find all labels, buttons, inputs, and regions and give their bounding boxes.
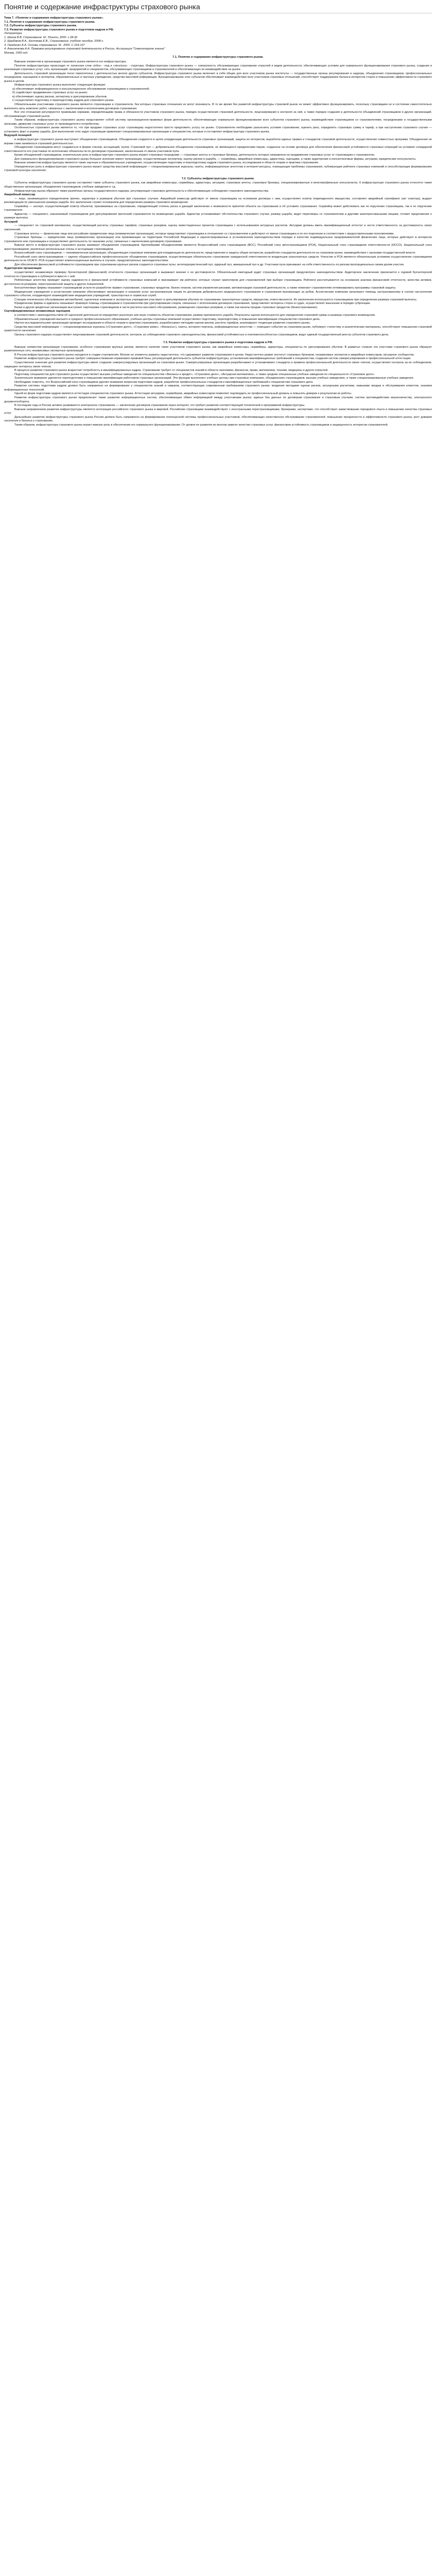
italic-line: Москва, 1993 год. (4, 51, 28, 55)
paragraph: Российский союз автостраховщиков — единое общероссийское профессиональное объединение страховщиков, осуществляющих обязательное страхование гражданской ответственности владельцев транспортных средств. Членство в РСА является обязательным условием осуществления страховщиком деятельности по ОСАГО. РСА осуществляет компенсационные выплаты в случаях, предусмотренных законодательством. (4, 255, 432, 263)
paragraph: Инфраструктура страхового рынка выполняет следующие функции: (14, 83, 106, 87)
paragraph: Одной из форм подготовки кадров является аттестация специалистов страхового рынка. Аттестация актуариев, сюрвейеров, аварийных комиссаров позволяет подтвердить их профессиональный уровень и повысить доверие к результатам их работы. (14, 392, 352, 396)
paragraph: — лицо, занимающееся определением причин, характера и размеров убытков при страховых случаях. Аварийный комиссар действует от имени страховщика на основании договора с ним, осуществляет осмотр поврежденного имущества, составляет аварийный сертификат (акт осмотра), выдает рекомендации по уменьшению размера ущерба. Его заключение служит основанием для определения размера страхового возмещения. (4, 197, 432, 205)
paragraph: Для нормального функционирования страхового рынка большое значение имеют организации, осуществляющие экспертизу, оценку рисков и ущерба, — сюрвейеры, аварийные комиссары, аджастеры, оценщики, а также аудиторские и консалтинговые фирмы, актуарии, юридические консультанты. (14, 157, 416, 161)
paragraph: Страховые брокеры — юридические лица (коммерческие организации) или проживающие на территории Российской Федерации и зарегистрированные в установленном законодательством порядке в качестве индивидуальных предпринимателей физические лица, которые действуют в интересах страхователя или страховщика и осуществляют деятельность по оказанию услуг, связанных с заключением договоров страхования. (4, 236, 432, 243)
paragraph: Средства массовой информации — специализированные журналы («Страховое дело», «Страховое ревю», «Финансы»), газеты, интернет-порталы, информационные агентства — освещают события на страховом рынке, публикуют статистику и аналитические материалы, способствуют повышению страховой грамотности населения. (4, 325, 432, 333)
paragraph: в соответствии с законодательством об оценочной деятельности определяют рыночную или иную стоимость объектов страхования, размер причиненного ущерба. Результаты оценки используются для определения страховой суммы и размера страхового возмещения. (14, 314, 376, 317)
paragraph: В процессе развития страхового рынка возрастает потребность в квалифицированных кадрах. Страхование требует от специалистов знаний в области экономики, финансов, права, математики, техники, медицины и других отраслей. (14, 369, 328, 372)
paragraph: Определенную роль в инфраструктуре страхового рынка играют средства массовой информации — специализированные журналы, газеты, информационные агентства и интернет-ресурсы, освещающие проблемы страхования, публикующие рейтинги страховых компаний и способствующие формированию страховой культуры населения. (4, 165, 432, 173)
paragraph: Научно-исследовательские организации проводят исследования в области теории и практики страхования, разрабатывают методики оценки рисков, расчета тарифов, анализируют тенденции развития страхового рынка. (14, 321, 310, 325)
document (0, 0, 436, 431)
paragraph: Особенностью страхового рынка является то, что при продаже страховых услуг страховщику недостаточно просто предложить услугу на рынке. Страхователю необходимо разъяснить условия страхования, оценить риск, определить страховую сумму и тариф, а при наступлении страхового случая — установить факт и размер ущерба. Для выполнения этих задач страховщик привлекает специализированные организации и специалистов, которые и составляют инфраструктуру страхового рынка. (4, 126, 432, 133)
italic-line: 2. Щербаков В.А., Костяева Е.В., Страхование: учебное пособие. 2008 г. (4, 40, 104, 43)
section-heading: 7.2. Субъекты инфраструктуры страхового рынка. (181, 177, 255, 180)
paragraph: Образовательные учреждения высшего и среднего профессионального образования, учебные центры страховых компаний осуществляют подготовку, переподготовку и повышение квалификации специалистов страхового дела. (14, 317, 321, 321)
paragraph: Развитие инфраструктуры страхового рынка предполагает также развитие информационных систем, обеспечивающих обмен информацией между участниками рынка: единых баз данных по договорам страхования и страховым случаям, систем противодействия мошенничеству, электронного документооборота. (4, 396, 432, 403)
paragraph: Важное место в инфраструктуре страхового рынка занимают объединения страховщиков. Крупнейшими объединениями являются Всероссийский союз страховщиков (ВСС), Российский союз автостраховщиков (РСА), Национальный союз страховщиков ответственности (НССО), Национальный союз агростраховщиков, различные региональные союзы и ассоциации страховщиков. (4, 244, 432, 251)
spacer (4, 337, 432, 340)
paragraph: Важным элементом инфраструктуры являются также научные и образовательные учреждения, осуществляющие подготовку и переподготовку кадров страхового рынка, исследования в области теории и практики страхования. (14, 161, 319, 165)
italic-line: 1. Шахов В.В. Страхование. М.: Юнити, 2000. с.28-32 (4, 36, 78, 39)
paragraph: В последние годы в России активно развивается электронное страхование — заключение договоров страхования через интернет, что требует развития соответствующей технической и программной инфраструктуры. (14, 404, 305, 408)
paragraph: в инфраструктуре страхового рынка выступают объединения страховщиков. Объединения создаются в целях координации деятельности страховых организаций, защиты их интересов, выработки единых правил и стандартов страховой деятельности, осуществления совместных программ. Объединения не вправе сами заниматься страховой деятельностью. (4, 138, 432, 145)
paragraph: Значительное внимание уделяется переподготовке и повышению квалификации работников страховых организаций. Эти функции выполняют учебные центры при страховых компаниях, объединениях страховщиков, высших учебных заведениях, а также специализированные учебные заведения. (14, 377, 414, 380)
bold-line: Аварийный комиссар (4, 193, 36, 197)
bold-line: Актуарий (4, 220, 18, 224)
bold-line: 7.3. Развитие инфраструктуры страхового рынка и подготовка кадров в РФ. (4, 28, 114, 31)
list-item: а) обеспечивает информационное и консультационное обслуживание страховщиков и страхователей; (12, 87, 150, 91)
paragraph: Медицинские учреждения и ассистанские компании обеспечивают организацию и оказание услуг застрахованным лицам по договорам добровольного медицинского страхования и страхования выезжающих за рубеж. Ассистанские компании организуют помощь застрахованному в случае наступления страхового события, координируют взаимодействие медицинских учреждений, транспортных и сервисных служб. (4, 290, 432, 298)
paragraph: Станции технического обслуживания автомобилей, оценочные компании и экспертные учреждения участвуют в урегулировании убытков по страхованию транспортных средств, имущества, ответственности. Их заключения используются страховщиком при определении размера страховой выплаты. (14, 298, 417, 301)
paragraph: Важным элементом в организации страхового рынка является его инфраструктура. (14, 60, 127, 64)
bold-line: Тема 7. «Понятие и содержание инфраструктуры страхового рынка». (4, 16, 104, 20)
paragraph: Для обеспечения финансовой устойчивости страховщиков при страховании крупных рисков создаются страховые пулы: антитеррористический пул, ядерный пул, авиационный пул и др. Участники пула принимают на себя ответственность по рискам пропорционально своим долям участия. (14, 263, 405, 266)
paragraph: Объединения страховщиков могут создаваться в форме союзов, ассоциаций, пулов. Страховой пул — добровольное объединение страховщиков, не являющееся юридическим лицом, созданное на основе договора для обеспечения финансовой устойчивости страховых операций на условиях солидарной ответственности его участников по исполнению обязательств по договорам страхования, заключенным от имени участников пула. (4, 146, 432, 153)
paragraph: Кроме объединений страховщиков, значительную роль в инфраструктуре страхового рынка играют страховые посредники — страховые агенты и страховые брокеры, деятельность которых направлена на продвижение страховых услуг от страховщика к страхователю. (14, 154, 375, 157)
paragraph: Рейтинговые агентства проводят оценку надежности и финансовой устойчивости страховых компаний и присваивают им рейтинги, которые служат ориентиром для страхователей при выборе страховщика. Рейтинги рассчитываются на основании анализа финансовой отчетности, качества активов, достаточности резервов, перестраховочной защиты и других показателей. (4, 279, 432, 286)
paragraph: Необходимо отметить, что Всероссийский союз страховщиков уделяет внимание вопросам подготовки кадров, разработке профессиональных стандартов и квалификационных требований к специалистам страхового дела. (14, 380, 313, 384)
paragraph: Страховые агенты — физические лица или российские юридические лица (коммерческие организации), которые представляют страховщика в отношениях со страхователем и действуют от имени страховщика и по его поручению в соответствии с предоставленными полномочиями. (14, 232, 395, 235)
paragraph: Таким образом, инфраструктура страхового рынка представляет собой систему организационно-правовых форм деятельности, обеспечивающих нормальное функционирование всех субъектов страхового рынка, взаимодействие страховщиков со страхователями, посредниками и государственными органами, движение страховых услуг от производителя к потребителю. (4, 118, 432, 126)
paragraph: Важным направлением развития инфраструктуры является интеграция российского страхового рынка в мировой. Российские страховщики взаимодействуют с иностранными перестраховщиками, брокерами, экспертами, что способствует заимствованию передового опыта и повышению качества страховых услуг. (4, 408, 432, 415)
bold-line: 7.1. Понятие и содержание инфраструктуры страхового рынка. (4, 20, 95, 24)
section-heading: 7.3. Развитие инфраструктуры страхового рынка и подготовка кадров в РФ. (163, 341, 273, 345)
paragraph: Консалтинговые фирмы оказывают страховщикам услуги по разработке правил страхования, страховых продуктов, бизнес-планов, систем управления рисками, автоматизации страховой деятельности, а также помогают страхователям оптимизировать программы страховой защиты. (14, 286, 396, 290)
paragraph: Сюрвейер — эксперт, осуществляющий осмотр объектов, принимаемых на страхование, определяющий степень риска и дающий заключение о возможности принятия объекта на страхование и об условиях страхования. Сюрвейер может действовать как по поручению страховщика, так и по поручению страхователя. (4, 205, 432, 212)
italic-line: Литература (4, 32, 22, 36)
paragraph: Все эти отношения регулируются правовыми нормами, определяющими права и обязанности участников страхового рынка, порядок осуществления страховой деятельности, лицензирования и контроля за ней, а также порядок создания и деятельности объединений страховщиков и других организаций, обслуживающих страховой рынок. (4, 111, 432, 118)
italic-line: 4. Алешенкова А.А. Правовое регулирование страховой деятельности в России. Ассоциация "Гуманитарное знание" (4, 47, 165, 51)
paragraph: Подготовку специалистов для страхового рынка осуществляют высшие учебные заведения по специальностям «Финансы и кредит», «Страховое дело», «Актуарная математика», а также средние специальные учебные заведения по специальности «Страховое дело». (14, 372, 375, 376)
paragraph: Банки и другие кредитные организации выступают партнерами страховщиков в части расчетно-кассового обслуживания, размещения страховых резервов, а также как каналы продаж страховых продуктов (банкострахование). (14, 306, 318, 309)
document-body (4, 16, 432, 427)
paragraph: Дальнейшее развитие инфраструктуры страхового рынка России должно быть направлено на формирование полноценной системы профессиональных участников, обеспечивающих качественное обслуживание страхователей, повышение прозрачности и эффективности страхового рынка, рост доверия населения и бизнеса к страхованию. (4, 415, 432, 423)
paragraph: Всероссийский союз страховщиков — некоммерческая организация, объединяющая страховые компании для координации их деятельности, представления и защиты общих интересов, разработки стандартов деятельности на страховом рынке, взаимодействия с органами государственной власти. (14, 251, 416, 255)
paragraph: Аджастер — специалист, назначаемый страховщиком для урегулирования претензий страхователя по возмещению ущерба. Аджастер устанавливает обстоятельства страхового случая, размер ущерба, ведет переговоры со страхователем и другими заинтересованными лицами, готовит предложения о размере выплаты. (4, 212, 432, 220)
paragraph: Деятельность страховой организации тесно переплетена с деятельностью многих других субъектов. Инфраструктура страхового рынка включает в себя общие для всех участников рынка институты — государственные органы регулирования и надзора, объединения страховщиков, профессиональных посредников, оценщиков и экспертов, образовательные и научные учреждения, средства массовой информации. Функционирование этих субъектов обеспечивает взаимодействие всех участников страховых отношений, способствует поддержанию баланса интересов сторон и повышению эффективности страхового рынка в целом. (4, 72, 432, 83)
list-item: б) содействует продвижению страховых услуг на рынке; (12, 91, 88, 95)
paragraph: осуществляют независимую проверку бухгалтерской (финансовой) отчетности страховых организаций и выражают мнение о ее достоверности. Обязательный ежегодный аудит страховых организаций предусмотрен законодательством. Аудиторское заключение прилагается к годовой бухгалтерской отчетности страховщика и публикуется вместе с ней. (4, 271, 432, 278)
list-item: в) обеспечивает оценку рисков, экспертизу и урегулирование убытков; (12, 95, 108, 98)
paragraph: Развитие системы подготовки кадров должно быть направлено на формирование у специалистов знаний и навыков, соответствующих современным требованиям страхового рынка: владения методами оценки рисков, актуарными расчетами, навыками продаж и обслуживания клиентов, знанием информационных технологий. (4, 384, 432, 392)
list-item: г) осуществляет подготовку и переподготовку кадров для страхового рынка. (12, 99, 114, 103)
paragraph: Инфраструктуру рынка образуют также различные органы государственного надзора, регулирующие страховую деятельность и обеспечивающие соблюдение страхового законодательства. (14, 189, 269, 193)
paragraph: Юридические фирмы и адвокаты оказывают правовую помощь страховщикам и страхователям при урегулировании споров, связанных с исполнением договоров страхования, представляют интересы сторон в судах, осуществляют взыскание в порядке суброгации. (14, 302, 371, 306)
paragraph: — специалист по страховой математике, осуществляющий расчеты страховых тарифов, страховых резервов, оценку инвестиционных проектов страховщика с использованием актуарных расчетов. Актуарии должны иметь квалификационный аттестат и нести ответственность за достоверность своих заключений. (4, 224, 432, 231)
bold-line: 7.2. Субъекты инфраструктуры страхового рынка. (4, 24, 77, 28)
page-title: Понятие и содержание инфраструктуры страхового рынка (4, 2, 432, 13)
paragraph: Субъекты инфраструктуры страхового рынка составляют такие субъекты страхового рынка, как аварийные комиссары, сюрвейеры, аджастеры, актуарии, страховые агенты, страховые брокеры, специализированные и многопрофильные консультанты. К инфраструктуре страхового рынка относятся также общественные организации, объединения страховщиков, учебные заведения и т.д. (4, 181, 432, 189)
bold-line: Сертифицированные независимые оценщики (4, 310, 71, 313)
paragraph: Понятие инфраструктуры происходит от латинских слов «infra» - под и «structura» - структура. Инфраструктура страхового рынка — совокупность обслуживающих страхование отраслей и видов деятельности, обеспечивающих условия для нормального функционирования страхового рынка, создания и реализации страховых услуг; сеть организаций, предприятий и специалистов, обслуживающих страховщиков и страхователей и обеспечивающих их взаимодействие на рынке. (4, 64, 432, 72)
paragraph: Существенное значение для развития инфраструктуры имеет создание саморегулируемых организаций на страховом рынке. Саморегулируемые организации разрабатывают и устанавливают стандарты и правила профессиональной деятельности своих членов, осуществляют контроль за их соблюдением, защищают интересы своих членов. (4, 361, 432, 368)
bold-line: Ведущей позицией (4, 134, 32, 138)
paragraph: Таким образом, инфраструктура страхового рынка играет важную роль в обеспечении его нормального функционирования. От уровня ее развития во многом зависят качество страховых услуг, финансовая устойчивость страховщиков и защищенность интересов страхователей. (14, 423, 389, 427)
spacer (4, 173, 432, 176)
section-heading: 7.1. Понятие и содержание инфраструктуры страхового рынка. (172, 56, 264, 59)
paragraph: Развитие инфраструктуры страхового рынка требует совершенствования нормативно-правовой базы, регулирующей деятельность субъектов инфраструктуры, установления квалификационных требований к специалистам, создания систем саморегулирования и профессиональной аттестации. (14, 357, 411, 361)
paragraph: В России инфраструктура страхового рынка находится в стадии становления. Многие ее элементы развиты недостаточно, что сдерживает развитие страхования в целом. Недостаточно развит институт страховых брокеров, независимых экспертов и аварийных комиссаров, актуарное сообщество. (14, 353, 415, 357)
bold-line: Аудиторские организации (4, 267, 42, 270)
paragraph: Важным элементом организации страхования, особенно страхования крупных рисков, является наличие таких участников страхового рынка, как аварийные комиссары, сюрвейеры, аджастеры, специалисты по урегулированию убытков. В развитых странах эти участники страхового рынка образуют разветвленную сеть независимых экспертных организаций. (4, 345, 432, 353)
paragraph: Органы страхового надзора осуществляют лицензирование страховой деятельности, контроль за соблюдением страхового законодательства, финансовой устойчивостью и платежеспособностью страховщиков, ведут единый государственный реестр субъектов страхового дела. (14, 333, 389, 336)
paragraph: Обязательными участниками страхового рынка являются страховщики и страхователи, без которых страховые отношения не могут возникнуть. В то же время без развитой инфраструктуры страховой рынок не может эффективно функционировать, поскольку страховщики не в состоянии самостоятельно выполнять весь комплекс работ, связанных с заключением и исполнением договоров страхования. (4, 103, 432, 110)
italic-line: 3. Гвозденко А.А. Основы страхования. М.: 2000. С.164-167 (4, 43, 85, 47)
